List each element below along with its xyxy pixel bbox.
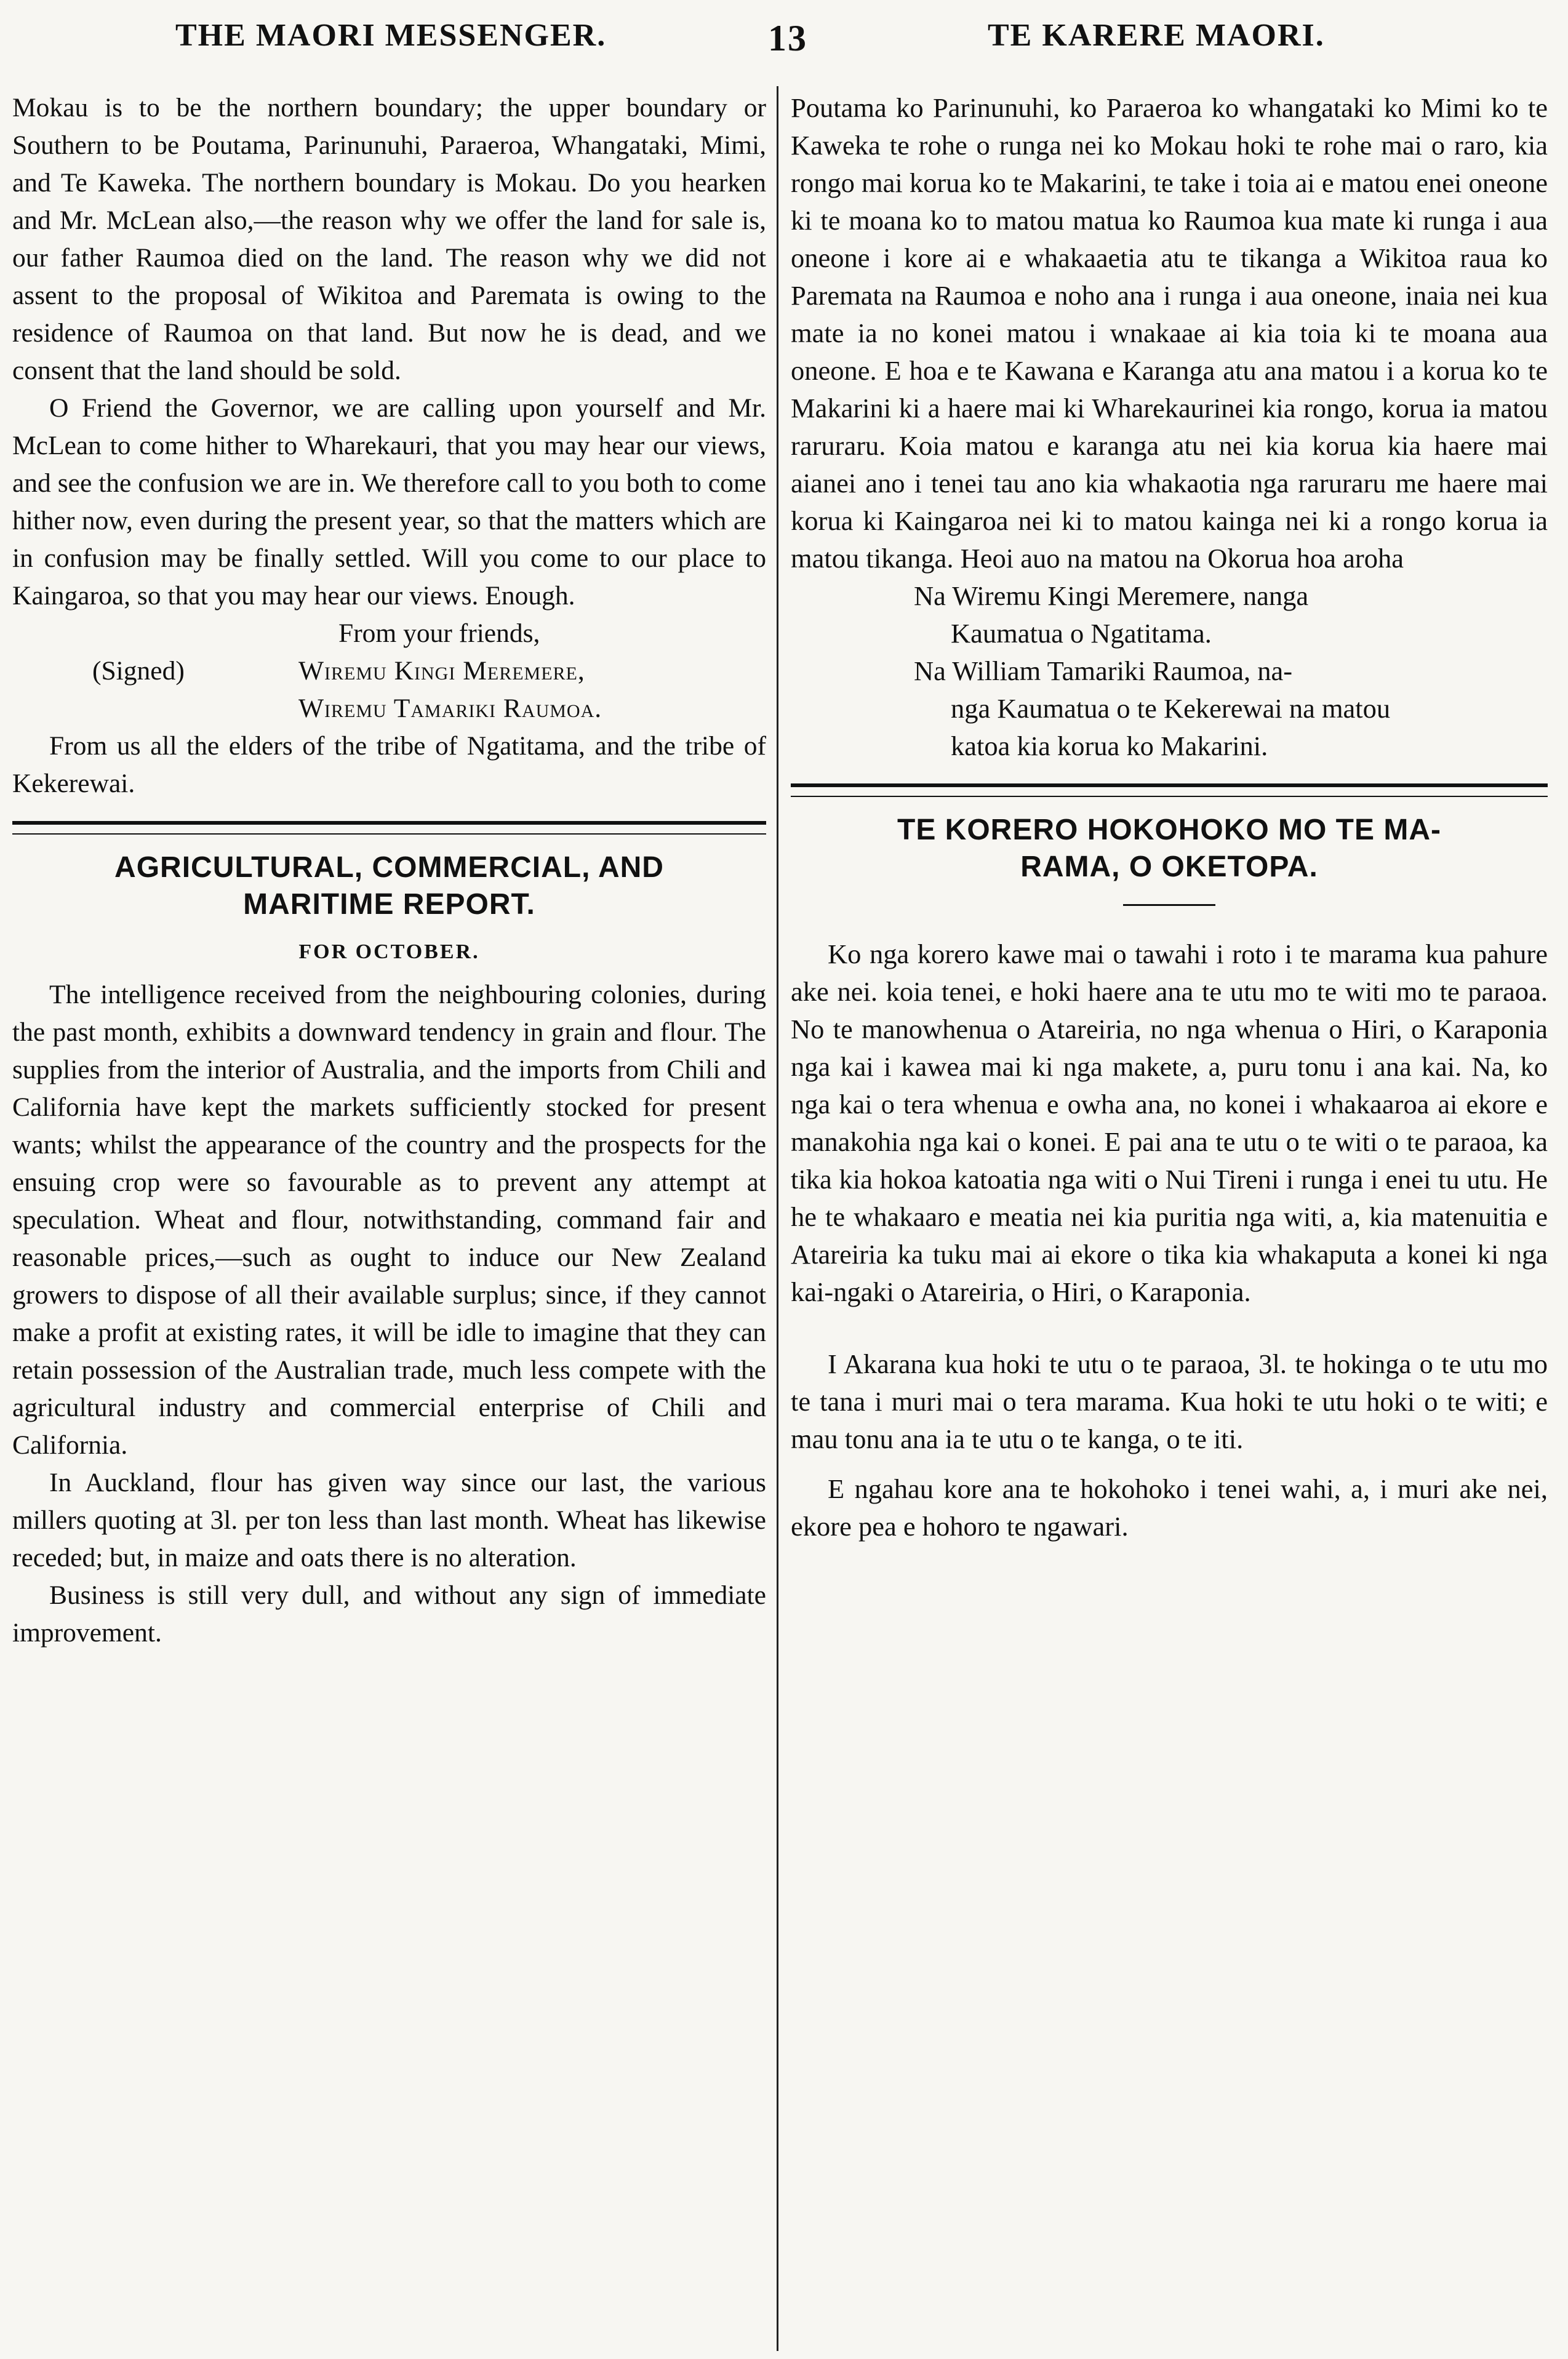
signed-label: (Signed)	[92, 656, 185, 686]
signer-name: Wiremu Kingi Meremere,	[298, 656, 585, 686]
short-divider	[1123, 904, 1215, 906]
report-paragraph: In Auckland, flour has given way since our last, the various millers quoting at 3l. per ton less than last month. Wheat has likewise receded; but, in maize and oats there is no alteration.	[12, 1468, 766, 1572]
report-paragraph: The intelligence received from the neighbouring colonies, during the past month, exhibits a downward tendency in grain and flour. The supplies from the interior of Australia, and the imports from Chili and California have kept the markets sufficiently stocked for present wants; whilst the appearance of the country and the prospects for the ensuing crop were so favourable as to prevent any attempt at speculation. Wheat and flour, notwithstanding, command fair and reasonable prices,—such as ought to induce our New Zealand growers to dispose of all their available surplus; since, if they cannot make a profit at existing rates, it will be idle to imagine that they can retain possession of the Australian trade, much less compete with the agricultural industry and commercial enterprise of Chili and California.	[12, 980, 766, 1460]
english-masthead: THE MAORI MESSENGER.	[175, 18, 607, 53]
signer-name: Wiremu Tamariki Raumoa.	[298, 694, 602, 723]
signer-line: nga Kaumatua o te Kekerewai na matou katoa kia korua ko Makarini.	[951, 693, 1391, 761]
english-column	[12, 89, 766, 1652]
signed-line	[12, 652, 766, 690]
signer-line: Na Wiremu Kingi Meremere, nanga	[914, 580, 1309, 611]
signer-line: Na William Tamariki Raumoa, na-	[914, 655, 1293, 686]
paragraph-gap	[791, 1458, 1548, 1470]
running-header	[0, 17, 1568, 73]
elders-note: From us all the elders of the tribe of Ngatitama, and the tribe of Kekerewai.	[12, 731, 766, 798]
section-divider	[791, 783, 1548, 797]
report-paragraph: E ngahau kore ana te hokohoko i tenei wahi, a, i muri ake nei, ekore pea e hohoro te ngawari.	[791, 1473, 1548, 1542]
page-number: 13	[768, 18, 807, 58]
letter-signature	[12, 615, 766, 727]
report-paragraph: I Akarana kua hoki te utu o te paraoa, 3l. te hokinga o te utu mo te tana i muri mai o tera marama. Kua hoki te utu hoki o te witi; e mau tonu ana ia te utu o te kanga, o te iti.	[791, 1348, 1548, 1454]
signer-line: Kaumatua o Ngatitama.	[951, 618, 1212, 649]
closing-line: From your friends,	[338, 619, 540, 648]
report-paragraph: Ko nga korero kawe mai o tawahi i roto i te marama kua pahure ake nei. koia tenei, e hoki haere ana te utu mo te witi mo te paraoa. No te manowhenua o Atareiria, no nga whenua o Hiri, o Karaponia nga kai i kawea mai ki nga makete, a, puru tonu i ana kai. Na, ko nga kai o tera whenua e owha ana, no konei i whakaaroa ai ekore e manakohia nga kai o konei. E pai ana te utu o te witi o te paraoa, ka tika kia hokoa katoatia nga witi o Nui Tireni i runga i enei tu utu. He he te whakaaro e meatia nei kia puritia nga witi, a, kia matenuitia e Atareiria ka tuku mai ai ekore o tika kia whakaputa a konei ki nga kai-ngaki o Atareiria, o Hiri, o Karaponia.	[791, 939, 1548, 1307]
signer-block	[791, 652, 1548, 765]
section-divider	[12, 821, 766, 835]
section-title-line: AGRICULTURAL, COMMERCIAL, AND	[114, 851, 664, 884]
letter-paragraph: Poutama ko Parinunuhi, ko Paraeroa ko whangataki ko Mimi ko te Kaweka te rohe o runga nei ko Mokau hoki te rohe mai o raro, kia rongo mai korua ko te Makarini, te take i toia ai e matou enei oneone ki te moana ko to matou matua ko Raumoa kua mate ki runga i aua oneone i kore ai e whakaaetia atu te tikanga a Wikitoa raua ko Paremata na Raumoa e noho ana i runga i aua oneone, inaia nei kua mate ia no konei matou i wnakaae ai kia toia ki te moana aua oneone. E hoa e te Kawana e Karanga atu ana matou i a korua ko te Makarini ki a haere mai ki Wharekaurinei kia rongo, korua ia matou raruraru. Koia matou e karanga atu nei kia korua kia haere mai aianei ano i tenei tau ano kia whakaotia nga raruraru me haere mai korua ki Kaingaroa nei ki to matou kainga nei ki a rongo korua ia matou tikanga. Heoi auo na matou na Okorua hoa aroha	[791, 92, 1548, 574]
letter-paragraph: O Friend the Governor, we are calling upon yourself and Mr. McLean to come hither to Wharekauri, that you may hear our views, and see the confusion we are in. We therefore call to you both to come hither now, even during the present year, so that the matters which are in confusion may be finally settled. Will you come to our place to Kaingaroa, so that you may hear our views. Enough.	[12, 393, 766, 611]
section-title	[12, 849, 766, 923]
paragraph-gap	[791, 1311, 1548, 1345]
maori-masthead: TE KARERE MAORI.	[988, 18, 1325, 53]
signer-block	[791, 577, 1548, 652]
section-title-line: TE KORERO HOKOHOKO MO TE MA-	[897, 814, 1441, 846]
letter-paragraph: Mokau is to be the northern boundary; the upper boundary or Southern to be Poutama, Parinunuhi, Paraeroa, Whangataki, Mimi, and Te Kaweka. The northern boundary is Mokau. Do you hearken and Mr. McLean also,—the reason why we offer the land for sale is, our father Raumoa died on the land. The reason why we did not assent to the proposal of Wikitoa and Paremata is owing to the residence of Raumoa on that land. But now he is dead, and we consent that the land should be sold.	[12, 93, 766, 385]
letter-signature	[791, 577, 1548, 765]
section-title-line: RAMA, O OKETOPA.	[1020, 851, 1318, 883]
section-title-line: MARITIME REPORT.	[243, 888, 535, 921]
section-title	[791, 812, 1548, 886]
report-paragraph: Business is still very dull, and without any sign of immediate improvement.	[12, 1580, 766, 1648]
column-divider	[777, 86, 778, 2351]
maori-column	[791, 89, 1548, 1545]
section-subtitle: FOR OCTOBER.	[298, 940, 480, 963]
